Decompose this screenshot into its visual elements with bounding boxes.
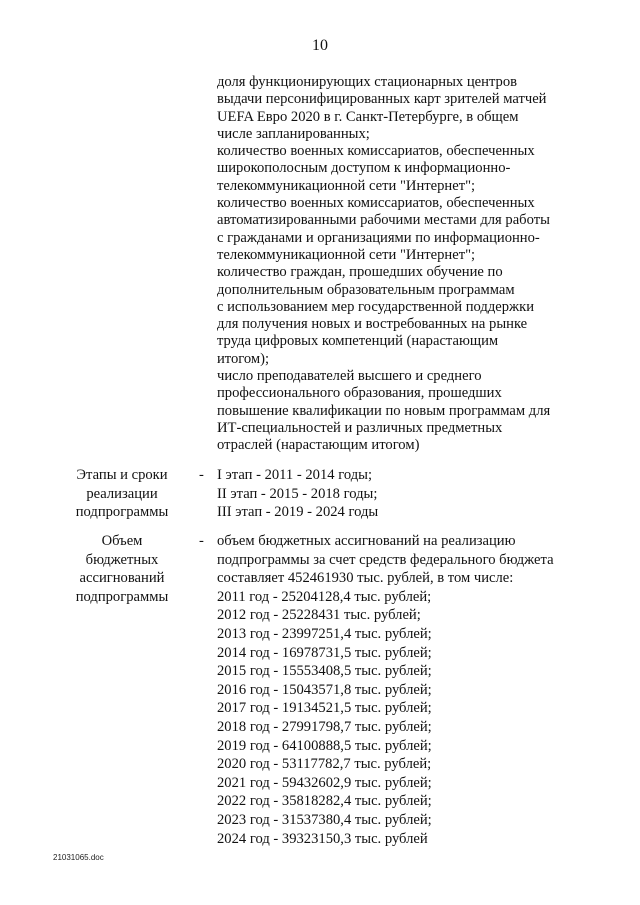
- document-filename: 21031065.doc: [53, 853, 104, 862]
- indicator-line: дополнительным образовательным программам: [217, 281, 515, 298]
- indicator-line: число преподавателей высшего и среднего: [217, 368, 482, 385]
- indicator-line: числе запланированных;: [217, 125, 370, 142]
- indicator-line: ИТ-специальностей и различных предметных: [217, 419, 503, 436]
- indicator-line: труда цифровых компетенций (нарастающим: [217, 333, 499, 350]
- indicator-line: автоматизированными рабочими местами для работы: [217, 212, 550, 229]
- indicator-line: итогом);: [217, 350, 270, 367]
- indicator-line: с гражданами и организациями по информационно-: [217, 229, 540, 246]
- stage-line: III этап - 2019 - 2024 годы: [217, 504, 379, 521]
- indicator-line: телекоммуникационной сети "Интернет";: [217, 177, 476, 194]
- stages-label-line: Этапы и сроки: [76, 467, 168, 483]
- budget-label-line: бюджетных: [85, 551, 159, 568]
- budget-year-line: 2012 год - 25228431 тыс. рублей;: [217, 607, 421, 624]
- budget-year-line: 2014 год - 16978731,5 тыс. рублей;: [217, 644, 432, 661]
- indicator-line: доля функционирующих стационарных центров: [217, 74, 518, 90]
- indicator-line: выдачи персонифицированных карт зрителей матчей: [217, 91, 547, 108]
- indicator-line: количество граждан, прошедших обучение по: [217, 264, 503, 281]
- indicator-line: количество военных комиссариатов, обеспеченных: [217, 195, 535, 212]
- budget-year-line: 2021 год - 59432602,9 тыс. рублей;: [217, 774, 432, 791]
- budget-year-line: 2022 год - 35818282,4 тыс. рублей;: [217, 793, 432, 810]
- budget-year-line: 2024 год - 39323150,3 тыс. рублей: [217, 830, 428, 847]
- budget-label-line: подпрограммы: [75, 588, 169, 605]
- budget-intro-line: объем бюджетных ассигнований на реализацию: [217, 533, 516, 549]
- indicator-line: отраслей (нарастающим итогом): [217, 437, 420, 454]
- budget-dash: -: [199, 533, 204, 549]
- indicator-line: повышение квалификации по новым программам для: [217, 402, 551, 419]
- stages-label-line: реализации: [86, 485, 158, 502]
- stages-label-line: подпрограммы: [75, 504, 169, 521]
- budget-year-line: 2013 год - 23997251,4 тыс. рублей;: [217, 625, 432, 642]
- budget-year-line: 2016 год - 15043571,8 тыс. рублей;: [217, 681, 432, 698]
- budget-intro-line: подпрограммы за счет средств федерального бюджета: [217, 551, 554, 568]
- stages-dash: -: [199, 467, 204, 483]
- budget-year-line: 2023 год - 31537380,4 тыс. рублей;: [217, 811, 432, 828]
- indicators-list: [217, 74, 577, 455]
- budget-year-line: 2017 год - 19134521,5 тыс. рублей;: [217, 700, 432, 717]
- stage-line: I этап - 2011 - 2014 годы;: [217, 467, 373, 483]
- budget-year-line: 2011 год - 25204128,4 тыс. рублей;: [217, 588, 432, 605]
- budget-year-line: 2020 год - 53117782,7 тыс. рублей;: [217, 756, 432, 773]
- stages-value: [217, 466, 587, 522]
- indicator-line: UEFA Евро 2020 в г. Санкт-Петербурге, в общем: [217, 108, 519, 125]
- budget-value: [217, 532, 587, 848]
- indicator-line: количество военных комиссариатов, обеспеченных: [217, 143, 535, 160]
- page-number: 10: [312, 37, 328, 54]
- indicator-line: для получения новых и востребованных на рынке: [217, 316, 528, 333]
- budget-label-line: ассигнований: [79, 570, 165, 587]
- budget-intro-line: составляет 452461930 тыс. рублей, в том числе:: [217, 570, 514, 587]
- indicator-line: с использованием мер государственной поддержки: [217, 298, 535, 315]
- budget-label: [52, 532, 192, 606]
- indicator-line: телекоммуникационной сети "Интернет";: [217, 246, 476, 263]
- budget-year-line: 2019 год - 64100888,5 тыс. рублей;: [217, 737, 432, 754]
- indicator-line: широкополосным доступом к информационно-: [217, 160, 511, 177]
- budget-label-line: Объем: [101, 533, 143, 549]
- indicator-line: профессионального образования, прошедших: [217, 385, 502, 402]
- budget-year-line: 2018 год - 27991798,7 тыс. рублей;: [217, 718, 432, 735]
- budget-year-line: 2015 год - 15553408,5 тыс. рублей;: [217, 663, 432, 680]
- stages-label: [52, 466, 192, 522]
- stage-line: II этап - 2015 - 2018 годы;: [217, 485, 378, 502]
